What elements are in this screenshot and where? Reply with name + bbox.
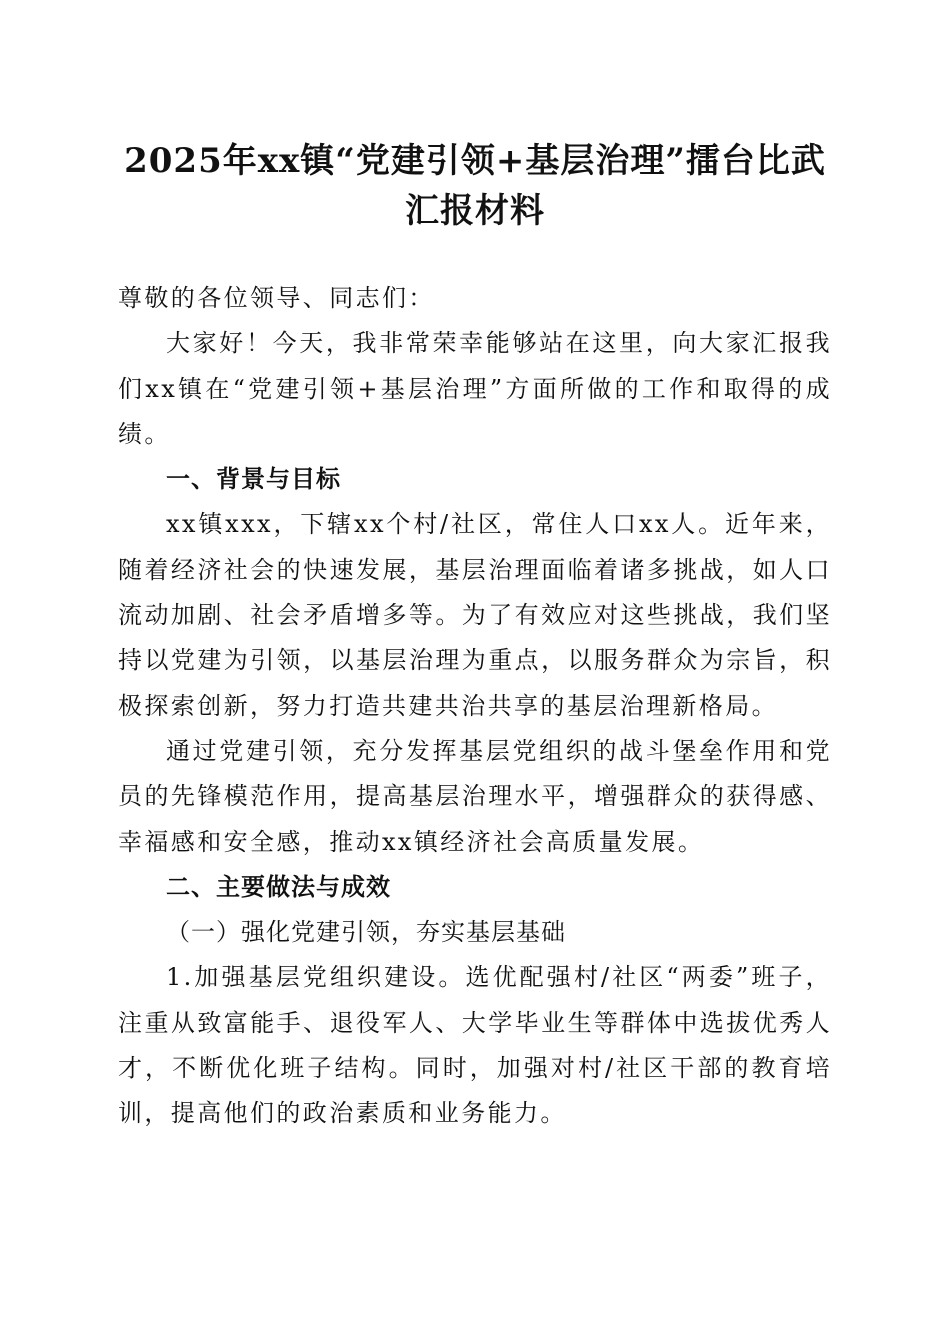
- subsection-heading-party-building: （一）强化党建引领，夯实基层基础: [166, 918, 566, 947]
- practice-paragraph-1: 1.加强基层党组织建设。选优配强村/社区“两委”班子，注重从致富能手、退役军人、大学毕业生等群体中选拔优秀人才，不断优化班子结构。同时，加强对村/社区干部的教育培训，提高他们的政治素质和业务能力。: [118, 963, 832, 1128]
- section-heading-practices: 二、主要做法与成效: [166, 872, 391, 901]
- intro-paragraph: 大家好！今天，我非常荣幸能够站在这里，向大家汇报我们xx镇在“党建引领+基层治理”方面所做的工作和取得的成绩。: [118, 329, 832, 448]
- background-paragraph-2: 通过党建引领，充分发挥基层党组织的战斗堡垒作用和党员的先锋模范作用，提高基层治理水平，增强群众的获得感、幸福感和安全感，推动xx镇经济社会高质量发展。: [118, 736, 832, 856]
- background-paragraph-1: xx镇xxx，下辖xx个村/社区，常住人口xx人。近年来，随着经济社会的快速发展，基层治理面临着诸多挑战，如人口流动加剧、社会矛盾增多等。为了有效应对这些挑战，我们坚持以党建为引领，以基层治理为重点，以服务群众为宗旨，积极探索创新，努力打造共建共治共享的基层治理新格局。: [118, 510, 832, 720]
- section-heading-background: 一、背景与目标: [166, 465, 341, 494]
- salutation: 尊敬的各位领导、同志们：: [118, 284, 435, 312]
- document-title: 2025年xx镇“党建引领+基层治理”擂台比武汇报材料: [124, 141, 826, 231]
- document-body: [118, 276, 832, 1137]
